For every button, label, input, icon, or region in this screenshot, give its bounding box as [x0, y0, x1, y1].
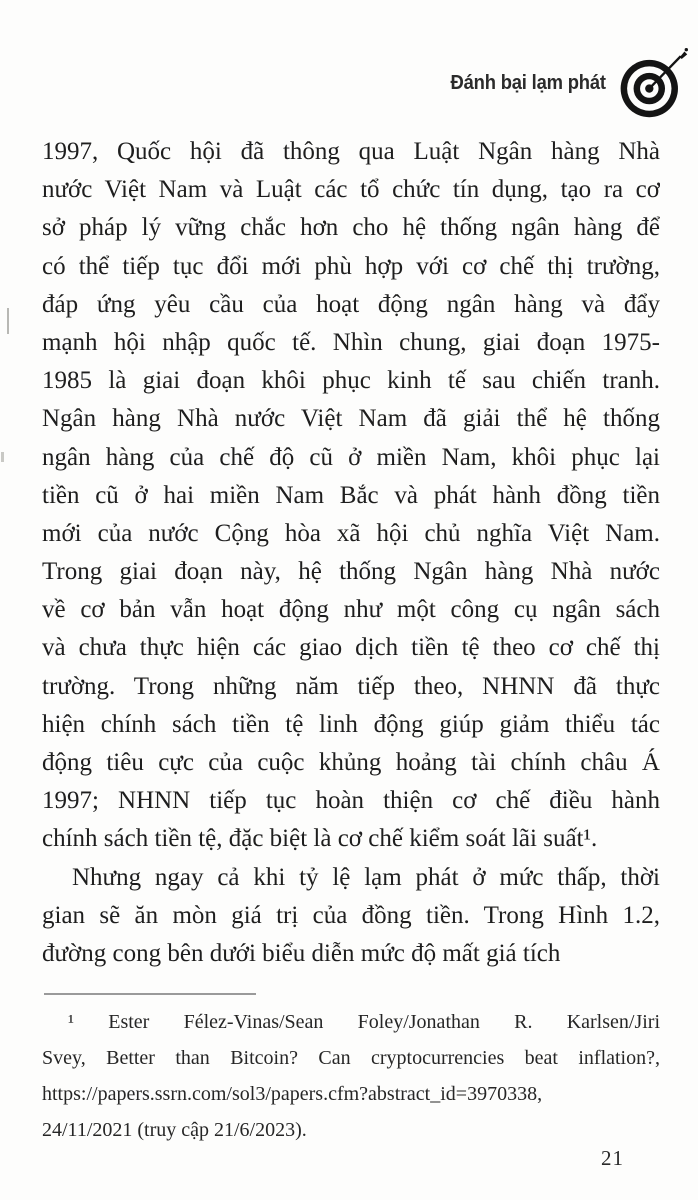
text-line: chính sách tiền tệ, đặc biệt là cơ chế kiểm soát lãi suất¹. — [42, 825, 598, 853]
scan-artifact — [7, 308, 9, 334]
body-text — [42, 133, 660, 973]
text-line: https://papers.ssrn.com/sol3/papers.cfm?abstract_id=3970338, — [42, 1083, 543, 1105]
footnote-text — [42, 1004, 660, 1148]
text-line: về cơ bản vẫn hoạt động như một công cụ ngân sách — [42, 596, 660, 624]
text-line: hiện chính sách tiền tệ linh động giúp giảm thiểu tác — [42, 710, 660, 738]
text-line: Trong giai đoạn này, hệ thống Ngân hàng Nhà nước — [42, 558, 660, 586]
text-line: Ngân hàng Nhà nước Việt Nam đã giải thể hệ thống — [42, 405, 660, 433]
page-number: 21 — [601, 1146, 624, 1170]
text-line: mới của nước Cộng hòa xã hội chủ nghĩa Việt Nam. — [42, 519, 660, 547]
text-line: ngân hàng của chế độ cũ ở miền Nam, khôi phục lại — [42, 443, 660, 471]
text-line: đường cong bên dưới biểu diễn mức độ mất giá tích — [42, 939, 561, 967]
text-line: 1997; NHNN tiếp tục hoàn thiện cơ chế điều hành — [42, 787, 660, 815]
page-header — [437, 46, 690, 120]
text-line: đáp ứng yêu cầu của hoạt động ngân hàng và đẩy — [42, 290, 660, 318]
footnote — [42, 993, 660, 1148]
text-line: ¹ Ester Félez-Vinas/Sean Foley/Jonathan R. Karlsen/Jiri — [68, 1011, 660, 1033]
text-line: tiền cũ ở hai miền Nam Bắc và phát hành đồng tiền — [42, 481, 660, 509]
text-line: Nhưng ngay cả khi tỷ lệ lạm phát ở mức thấp, thời — [72, 863, 660, 891]
text-line: 24/11/2021 (truy cập 21/6/2023). — [42, 1119, 307, 1141]
text-line: sở pháp lý vững chắc hơn cho hệ thống ngân hàng để — [42, 214, 660, 242]
paragraph — [42, 133, 660, 859]
text-line: trường. Trong những năm tiếp theo, NHNN đã thực — [42, 672, 660, 700]
text-line: nước Việt Nam và Luật các tổ chức tín dụng, tạo ra cơ — [42, 176, 660, 204]
text-line: 1997, Quốc hội đã thông qua Luật Ngân hàng Nhà — [42, 138, 660, 165]
running-head-title: Đánh bại lạm phát — [450, 71, 606, 94]
footnote-divider — [44, 993, 256, 995]
dartboard-target-icon — [616, 46, 690, 120]
text-line: Svey, Better than Bitcoin? Can cryptocurrencies beat inflation?, — [42, 1047, 660, 1069]
text-line: và chưa thực hiện các giao dịch tiền tệ theo cơ chế thị — [42, 634, 660, 662]
paragraph — [42, 859, 660, 974]
text-line: 1985 là giai đoạn khôi phục kinh tế sau chiến tranh. — [42, 367, 660, 395]
text-line: mạnh hội nhập quốc tế. Nhìn chung, giai đoạn 1975- — [42, 328, 660, 356]
text-line: động tiêu cực của cuộc khủng hoảng tài chính châu Á — [42, 749, 660, 776]
text-line: có thể tiếp tục đổi mới phù hợp với cơ chế thị trường, — [42, 252, 660, 280]
text-line: gian sẽ ăn mòn giá trị của đồng tiền. Trong Hình 1.2, — [42, 901, 660, 929]
scan-artifact — [1, 452, 4, 462]
